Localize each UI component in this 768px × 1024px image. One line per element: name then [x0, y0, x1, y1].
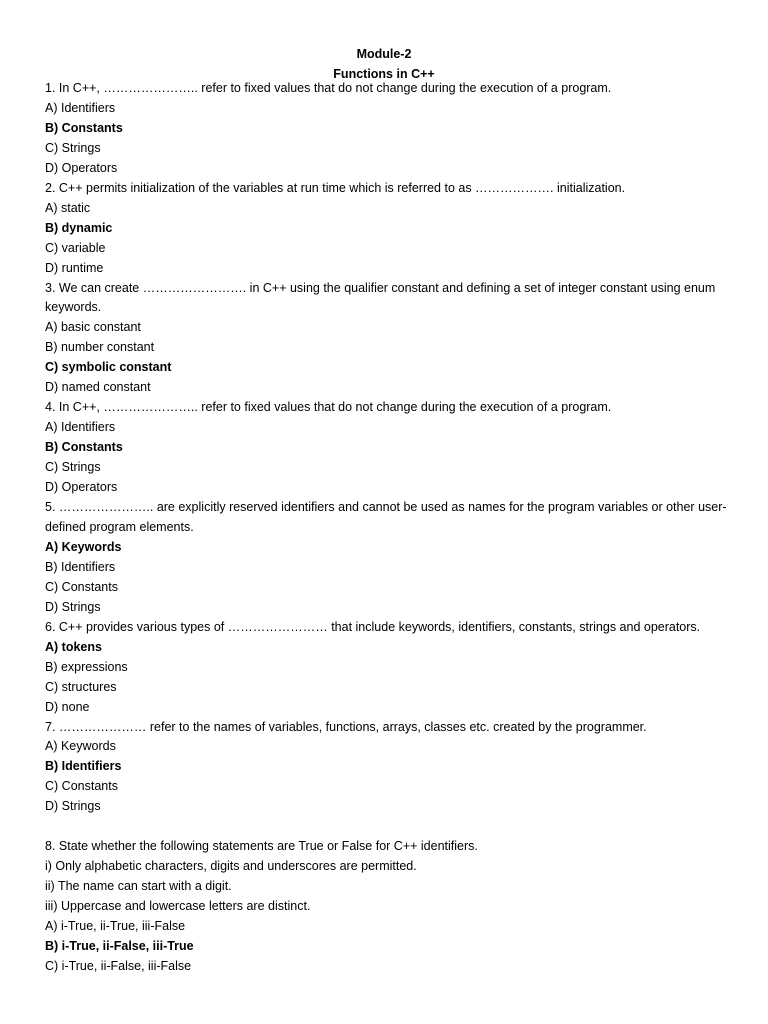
answer-option: B) expressions	[45, 659, 128, 674]
question-5	[45, 498, 728, 618]
answer-option: C) Strings	[45, 140, 101, 155]
answer-option: B) number constant	[45, 340, 155, 355]
answer-option: A) static	[45, 200, 91, 215]
answer-option: C) Constants	[45, 579, 118, 594]
question-list	[0, 79, 768, 977]
answer-option-correct: B) Identifiers	[45, 759, 122, 774]
question-stem: 3. We can create ……………………. in C++ using the qualifier constant and defining a set of integer constant using enum keywords.	[45, 280, 716, 315]
answer-option-correct: B) Constants	[45, 440, 123, 455]
answer-option: D) Strings	[45, 799, 101, 814]
answer-option: D) Operators	[45, 480, 118, 495]
question-statement: ii) The name can start with a digit.	[45, 879, 232, 894]
question-6	[45, 618, 728, 718]
answer-option: B) Identifiers	[45, 559, 116, 574]
answer-option: D) named constant	[45, 380, 151, 395]
answer-option: C) Strings	[45, 460, 101, 475]
answer-option: D) Strings	[45, 599, 101, 614]
answer-option: A) i-True, ii-True, iii-False	[45, 919, 186, 934]
question-stem: 2. C++ permits initialization of the variables at run time which is referred to as ………………. initialization.	[45, 180, 626, 195]
answer-option-correct: A) Keywords	[45, 539, 122, 554]
question-stem: 6. C++ provides various types of …………………… that include keywords, identifiers, constants, strings and operators.	[45, 619, 701, 634]
answer-option: C) variable	[45, 240, 106, 255]
question-statement: iii) Uppercase and lowercase letters are distinct.	[45, 899, 311, 914]
question-stem: 5. ………………….. are explicitly reserved identifiers and cannot be used as names for the program variables or other user-defined program elements.	[45, 500, 727, 534]
answer-option: C) structures	[45, 679, 117, 694]
answer-option: A) basic constant	[45, 320, 141, 335]
answer-option: C) i-True, ii-False, iii-False	[45, 958, 192, 973]
question-stem: 7. ………………… refer to the names of variables, functions, arrays, classes etc. created by the programmer.	[45, 719, 647, 734]
question-2	[45, 179, 728, 279]
answer-option-correct: B) i-True, ii-False, iii-True	[45, 938, 194, 953]
question-8	[45, 837, 728, 977]
answer-option-correct: C) symbolic constant	[45, 360, 172, 375]
page-title: Module-2	[356, 47, 412, 61]
question-3	[45, 279, 728, 399]
question-statement: i) Only alphabetic characters, digits and underscores are permitted.	[45, 859, 417, 874]
answer-option: A) Identifiers	[45, 420, 116, 435]
answer-option: A) Identifiers	[45, 100, 116, 115]
question-1	[45, 79, 728, 179]
answer-option: D) Operators	[45, 160, 118, 175]
question-stem: 4. In C++, ………………….. refer to fixed values that do not change during the execution of a program.	[45, 400, 612, 415]
blank-line	[45, 817, 728, 837]
answer-option: A) Keywords	[45, 739, 116, 754]
answer-option-correct: B) dynamic	[45, 220, 113, 235]
question-stem: 8. State whether the following statements are True or False for C++ identifiers.	[45, 839, 478, 854]
question-7	[45, 718, 728, 818]
answer-option-correct: B) Constants	[45, 120, 123, 135]
question-stem: 1. In C++, ………………….. refer to fixed values that do not change during the execution of a program.	[45, 81, 612, 95]
answer-option: D) runtime	[45, 260, 104, 275]
question-4	[45, 398, 728, 498]
document-page	[0, 44, 768, 977]
answer-option: C) Constants	[45, 779, 118, 794]
title-block	[0, 44, 768, 84]
page-subtitle: Functions in C++	[333, 67, 435, 81]
answer-option-correct: A) tokens	[45, 639, 102, 654]
answer-option: D) none	[45, 699, 90, 714]
